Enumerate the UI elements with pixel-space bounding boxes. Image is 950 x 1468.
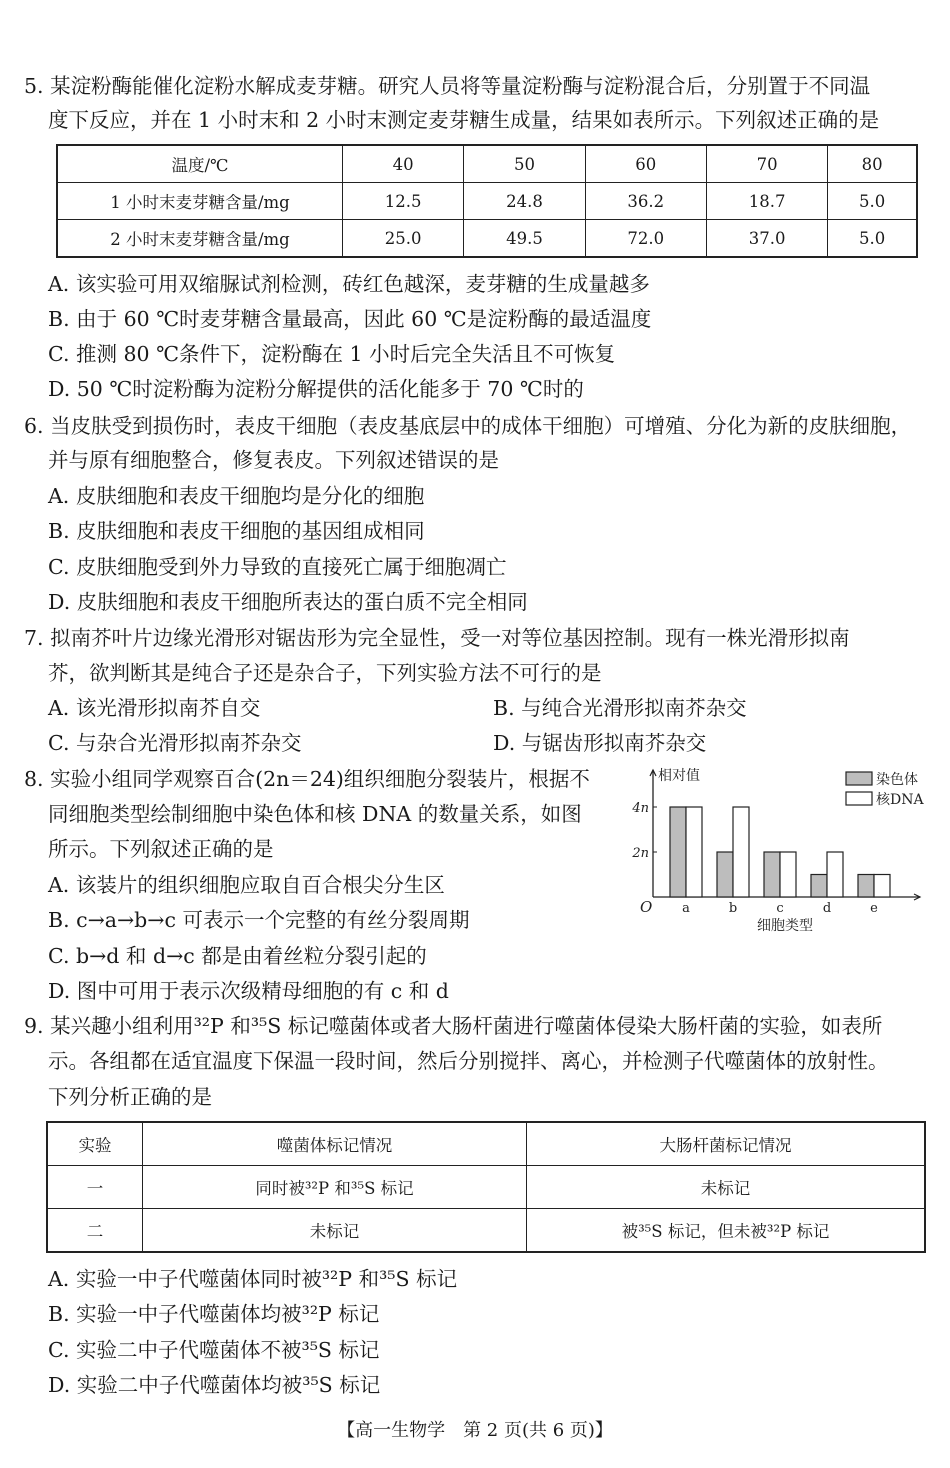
table-cell: 未标记 (527, 1166, 926, 1209)
q7-option-a: A. 该光滑形拟南芥自交 (48, 696, 261, 720)
x-tick-label: e (870, 901, 878, 916)
legend-label: 核DNA (876, 792, 924, 808)
table-cell: 72.0 (585, 220, 706, 258)
q8-bar-chart (620, 760, 930, 940)
table-row (47, 1209, 925, 1253)
q8-option-a: A. 该装片的组织细胞应取自百合根尖分生区 (48, 873, 445, 897)
table-cell: 25.0 (343, 220, 464, 258)
table-cell: 5.0 (828, 220, 917, 258)
table-cell: 18.7 (706, 183, 827, 220)
table-row (57, 183, 917, 220)
table-cell: 大肠杆菌标记情况 (527, 1122, 926, 1166)
bar-d-chromosome (811, 875, 827, 898)
q9-stem-line-3: 下列分析正确的是 (48, 1085, 212, 1109)
x-tick-label: a (682, 901, 690, 916)
q7-option-b: B. 与纯合光滑形拟南芥杂交 (493, 696, 747, 720)
q8-option-c: C. b→d 和 d→c 都是由着丝粒分裂引起的 (48, 944, 427, 968)
x-tick-label: c (776, 901, 784, 916)
bar-c-dna (780, 852, 796, 897)
table-cell: 24.8 (464, 183, 585, 220)
bar-e-chromosome (858, 875, 874, 898)
q5-option-c: C. 推测 80 ℃条件下，淀粉酶在 1 小时后完全失活且不可恢复 (48, 342, 616, 366)
table-cell: 未标记 (143, 1209, 527, 1253)
q5-stem-line-1: 5. 某淀粉酶能催化淀粉水解成麦芽糖。研究人员将等量淀粉酶与淀粉混合后，分别置于不同温 (24, 74, 871, 98)
q9-stem-line-2: 示。各组都在适宜温度下保温一段时间，然后分别搅拌、离心，并检测子代噬菌体的放射性。 (48, 1049, 889, 1073)
y-axis-label: 相对值 (658, 768, 700, 784)
q9-option-d: D. 实验二中子代噬菌体均被³⁵S 标记 (48, 1373, 381, 1397)
bar-b-chromosome (717, 852, 733, 897)
table-cell: 噬菌体标记情况 (143, 1122, 527, 1166)
table-cell: 37.0 (706, 220, 827, 258)
q7-option-c: C. 与杂合光滑形拟南芥杂交 (48, 731, 302, 755)
table-cell: 1 小时末麦芽糖含量/mg (57, 183, 343, 220)
legend-swatch (846, 792, 872, 805)
table-cell: 36.2 (585, 183, 706, 220)
bar-a-chromosome (670, 807, 686, 897)
q6-option-c: C. 皮肤细胞受到外力导致的直接死亡属于细胞凋亡 (48, 555, 507, 579)
bar-a-dna (686, 807, 702, 897)
q8-stem-line-2: 同细胞类型绘制细胞中染色体和核 DNA 的数量关系，如图 (48, 802, 582, 826)
table-cell: 实验 (47, 1122, 143, 1166)
q9-stem-line-1: 9. 某兴趣小组利用³²P 和³⁵S 标记噬菌体或者大肠杆菌进行噬菌体侵染大肠杆菌的实验，如表所 (24, 1014, 883, 1038)
q5-stem-line-2: 度下反应，并在 1 小时末和 2 小时末测定麦芽糖生成量，结果如表所示。下列叙述正确的是 (48, 108, 880, 132)
x-tick-label: d (822, 901, 832, 916)
table-cell: 12.5 (343, 183, 464, 220)
q6-option-b: B. 皮肤细胞和表皮干细胞的基因组成相同 (48, 519, 425, 543)
q8-stem-line-1: 8. 实验小组同学观察百合(2n＝24)组织细胞分裂装片，根据不 (24, 767, 590, 791)
q5-table (56, 144, 918, 258)
q6-stem-line-2: 并与原有细胞整合，修复表皮。下列叙述错误的是 (48, 448, 499, 472)
y-tick-label: 2n (632, 846, 649, 861)
x-axis-label: 细胞类型 (757, 918, 813, 934)
table-cell: 同时被³²P 和³⁵S 标记 (143, 1166, 527, 1209)
legend-label: 染色体 (876, 772, 918, 788)
q9-option-c: C. 实验二中子代噬菌体不被³⁵S 标记 (48, 1338, 380, 1362)
table-cell: 2 小时末麦芽糖含量/mg (57, 220, 343, 258)
y-tick-label: 4n (632, 801, 649, 816)
bar-c-chromosome (764, 852, 780, 897)
table-cell: 49.5 (464, 220, 585, 258)
x-tick-label: b (728, 901, 738, 916)
q8-stem-line-3: 所示。下列叙述正确的是 (48, 837, 274, 861)
table-cell: 80 (828, 145, 917, 183)
bar-b-dna (733, 807, 749, 897)
q9-table (46, 1121, 926, 1253)
origin-label: O (640, 898, 653, 916)
q6-option-a: A. 皮肤细胞和表皮干细胞均是分化的细胞 (48, 484, 425, 508)
q7-stem-line-2: 芥，欲判断其是纯合子还是杂合子，下列实验方法不可行的是 (48, 661, 602, 685)
page-footer: 【高一生物学 第 2 页(共 6 页)】 (337, 1420, 613, 1441)
q9-option-a: A. 实验一中子代噬菌体同时被³²P 和³⁵S 标记 (48, 1267, 458, 1291)
table-cell: 5.0 (828, 183, 917, 220)
table-cell: 被³⁵S 标记，但未被³²P 标记 (527, 1209, 926, 1253)
table-cell: 70 (706, 145, 827, 183)
q5-option-b: B. 由于 60 ℃时麦芽糖含量最高，因此 60 ℃是淀粉酶的最适温度 (48, 307, 652, 331)
bar-d-dna (827, 852, 843, 897)
table-cell: 60 (585, 145, 706, 183)
q5-option-a: A. 该实验可用双缩脲试剂检测，砖红色越深，麦芽糖的生成量越多 (48, 272, 650, 296)
q8-option-b: B. c→a→b→c 可表示一个完整的有丝分裂周期 (48, 908, 470, 932)
table-row (47, 1166, 925, 1209)
legend-swatch (846, 772, 872, 785)
bar-e-dna (874, 875, 890, 898)
q8-option-d: D. 图中可用于表示次级精母细胞的有 c 和 d (48, 979, 449, 1003)
q5-option-d: D. 50 ℃时淀粉酶为淀粉分解提供的活化能多于 70 ℃时的 (48, 377, 584, 401)
table-cell: 50 (464, 145, 585, 183)
table-row (47, 1122, 925, 1166)
table-cell: 二 (47, 1209, 143, 1253)
table-cell: 温度/℃ (57, 145, 343, 183)
q7-option-d: D. 与锯齿形拟南芥杂交 (493, 731, 707, 755)
q7-stem-line-1: 7. 拟南芥叶片边缘光滑形对锯齿形为完全显性，受一对等位基因控制。现有一株光滑形拟南 (24, 626, 850, 650)
q6-stem-line-1: 6. 当皮肤受到损伤时，表皮干细胞（表皮基底层中的成体干细胞）可增殖、分化为新的皮肤细胞， (24, 414, 912, 438)
table-cell: 一 (47, 1166, 143, 1209)
table-row (57, 220, 917, 258)
q6-option-d: D. 皮肤细胞和表皮干细胞所表达的蛋白质不完全相同 (48, 590, 528, 614)
q9-option-b: B. 实验一中子代噬菌体均被³²P 标记 (48, 1302, 380, 1326)
table-cell: 40 (343, 145, 464, 183)
table-row (57, 145, 917, 183)
